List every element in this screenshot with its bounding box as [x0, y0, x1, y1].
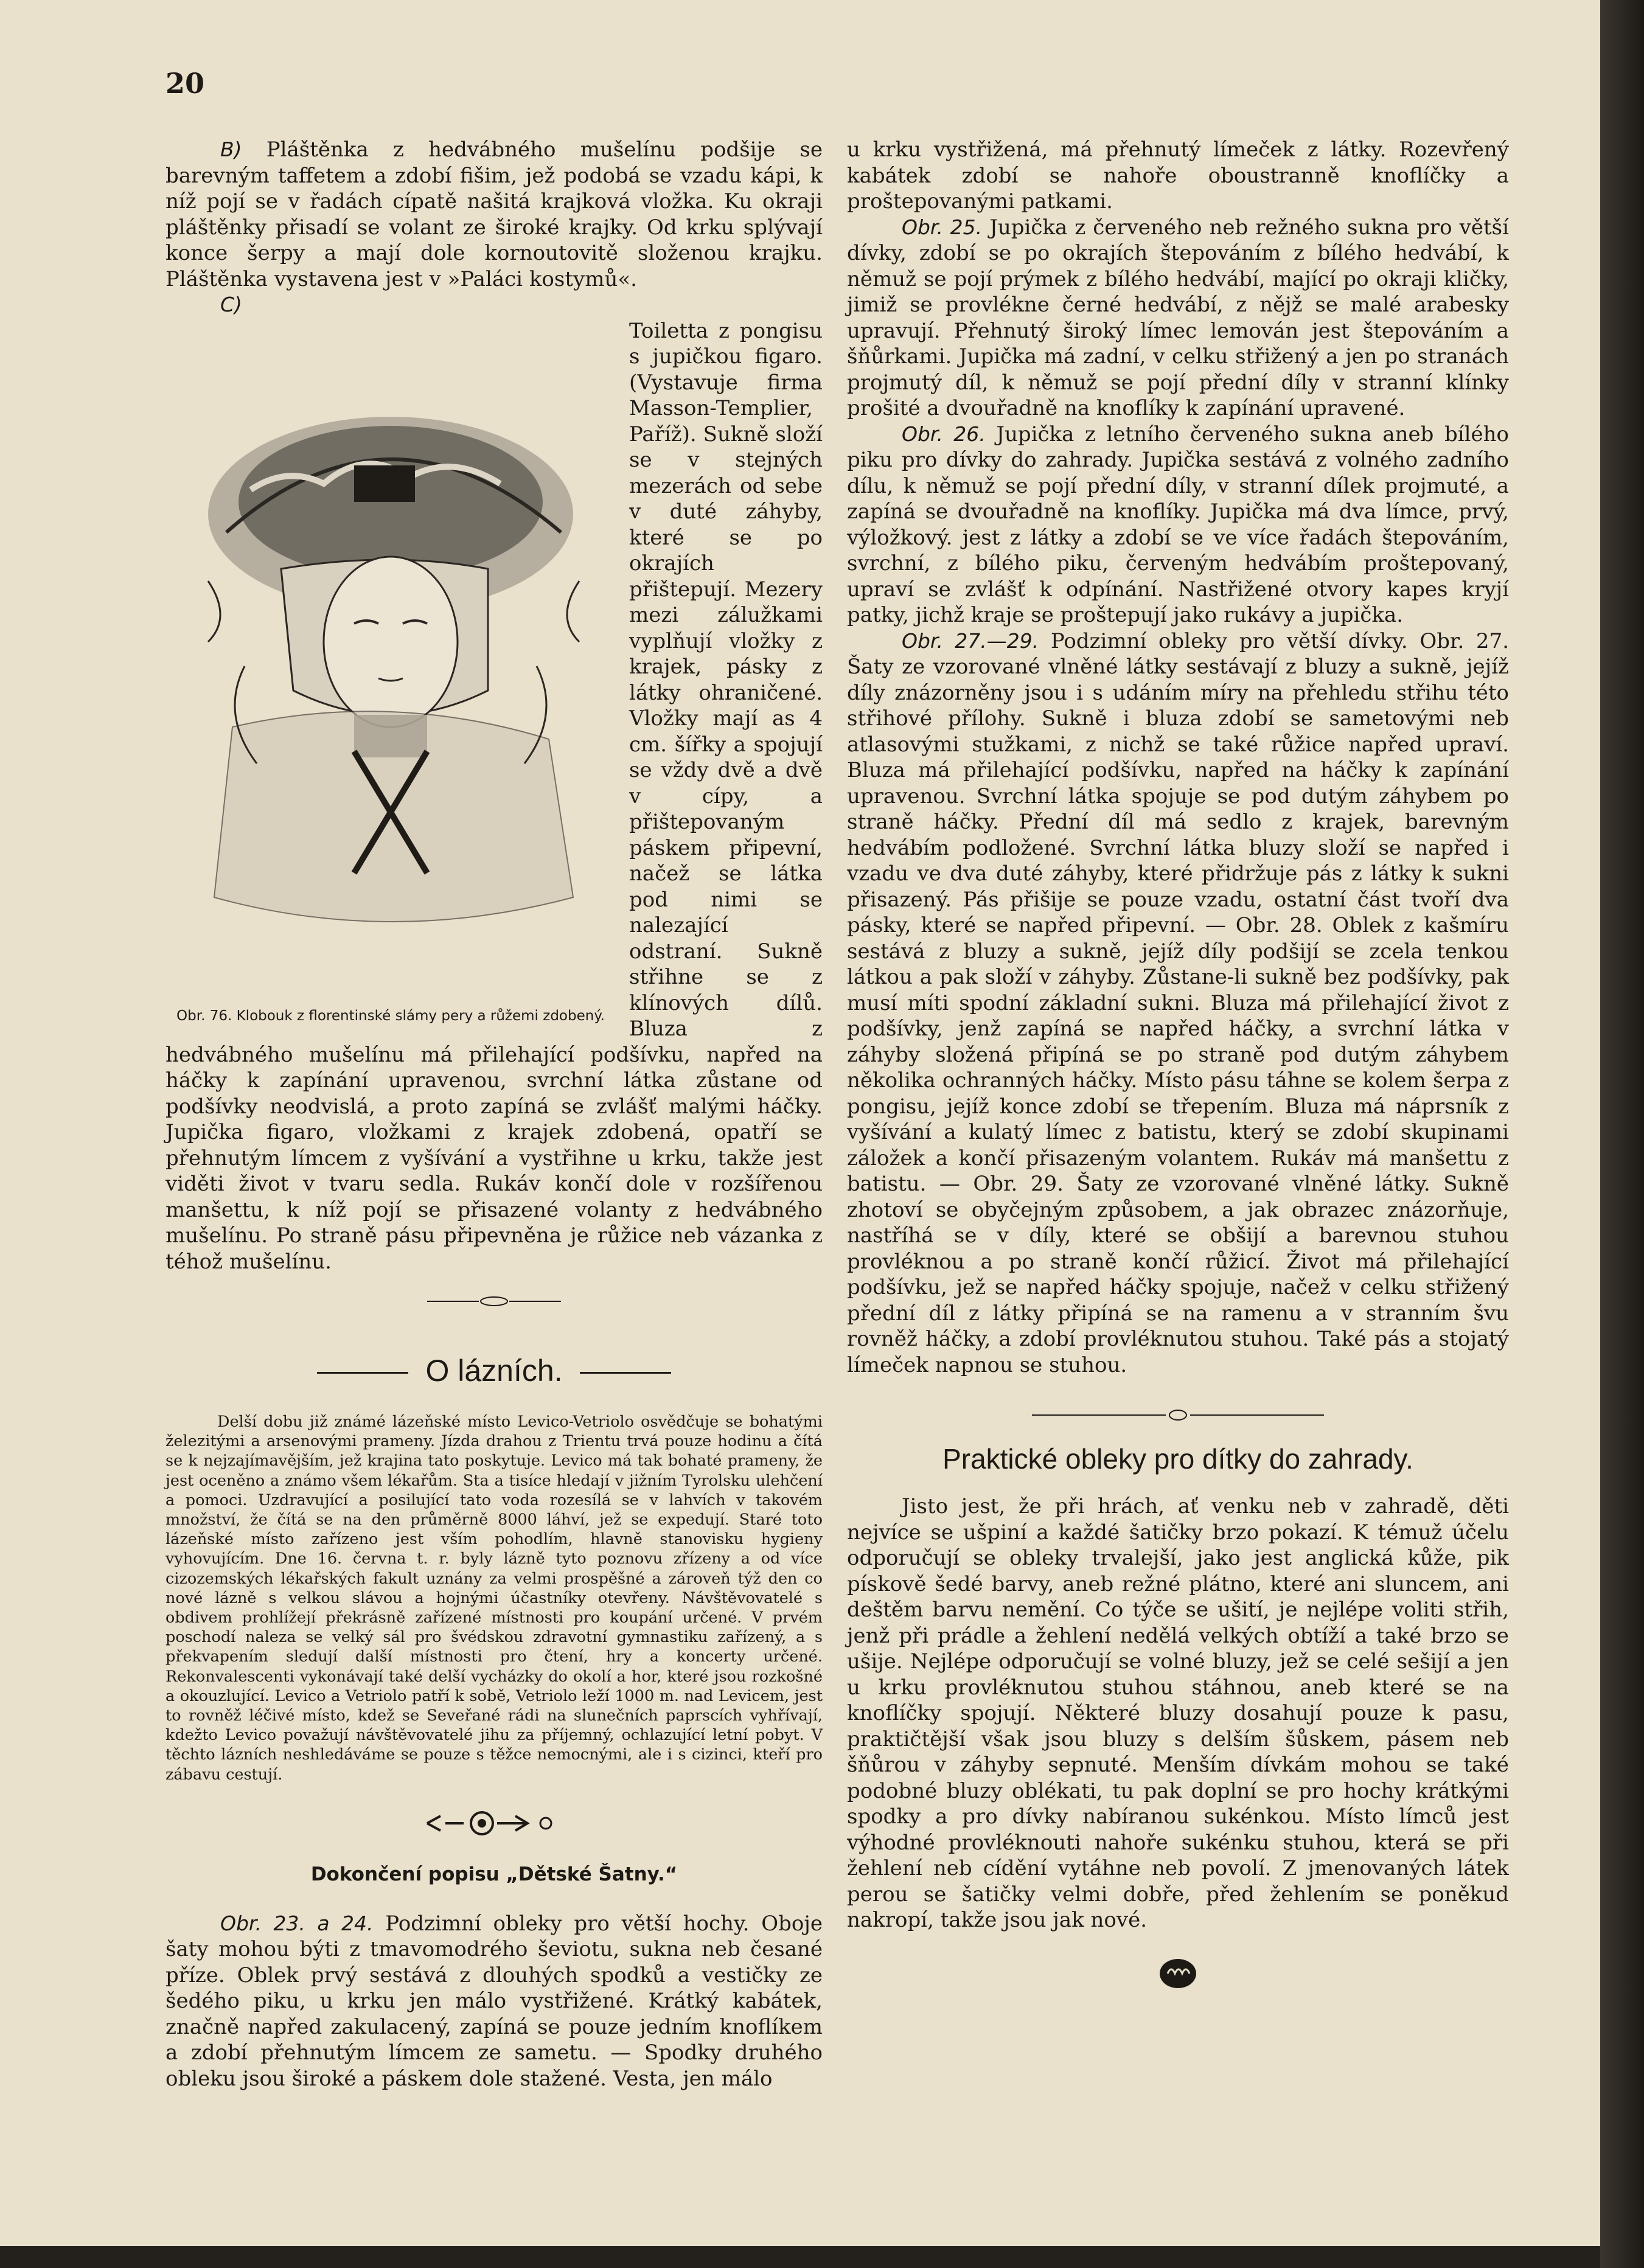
page-number: 20: [165, 67, 205, 100]
paragraph-b-text: Pláštěnka z hedvábného mušelínu podšije se barevným taffetem a zdobí fišim, jež podobá se vzadu kápi, k níž pojí se v řadách cípatě našitá krajková vložka. Ku okraji pláštěnky přisadí se volant ze široké krajky. Od krku splývají konce šerpy a mají dole kornoutovitě složenou krajku. Pláštěnka vystavena jest v »Paláci kostymů«.: [165, 137, 823, 291]
obr-23-text: Podzimní obleky pro větší hochy. Oboje šaty mohou býti z tmavomodrého ševiotu, sukna neb česané příze. Oblek prvý sestává z dlouhých spodků a vestičky ze šedého piku, u krku jen málo vystřižené. Krátký kabátek, značně napřed zakulacený, zapíná se pouze jedním knoflíkem a zdobí přehnutým límcem ze sametu. — Spodky druhého obleku jsou široké a páskem dole stažené. Vesta, jen málo: [165, 1911, 823, 2091]
book-edge: [1600, 0, 1644, 2268]
paragraph-c-label: C): [220, 293, 242, 316]
paragraph-b-label: B): [220, 137, 242, 161]
right-column: [847, 137, 1509, 1992]
title-rule-left: [317, 1372, 408, 1374]
scroll-ornament: [421, 1805, 567, 1842]
obr-27-label: Obr. 27.—29.: [902, 628, 1039, 653]
paragraph-obr-27: [847, 628, 1509, 1379]
paragraph-c: [165, 292, 823, 318]
left-column: [165, 137, 823, 2092]
divider-ornament: [427, 1293, 561, 1310]
hat-figure: [165, 318, 616, 1042]
paragraph-obr-26: [847, 422, 1509, 628]
obr-25-label: Obr. 25.: [902, 215, 983, 239]
rule-ornament: [1032, 1407, 1324, 1423]
obr-26-text: Jupička z letního červeného sukna aneb bílého piku pro dívky do zahrady. Jupička sestává z volného zadního dílu, k němuž se pojí přední díly, v stranní dílek projmuté, a zapíná se dvouřadně na knoflíky. Jupička má dva límce, prvý, výložkový. jest z látky a zdobí se ve více řadách štepováním, svrchní, z bílého piku, červeným hedvábím proštepovaný, upraví se zvlášť k odpínání. Nastřižené otvory kapes kryjí patky, jichž kraje se proštepují jako rukávy a jupička.: [847, 422, 1510, 627]
garden-text: Jisto jest, že při hrách, ať venku neb v zahradě, děti nejvíce se ušpiní a každé šatičky brzo pokazí. K témuž účelu odporučují se obleky trvalejší, jako jest anglická kůže, pik pískově šedé barvy, aneb režné plátno, které ani sluncem, ani deštěm barvu nemění. Co týče se ušití, je nejlépe voliti střih, jenž při prádle a žehlení nedělá velkých obtíží a také brzo se ušije. Nejlépe odporučují se volné bluzy, jež se celé sešijí a jen u krku provléknutou stuhou stáhnou, aneb které se na knoflíčky spojují. Některé bluzy dosahují pouze k pasu, praktičtější však jsou bluzy s delším šůskem, pásem neb šňůrou v záhyby sepnuté. Menším dívkám mohou se také podobné bluzy oblékati, tu pak doplní se pro hochy krátkými spodky a pro dívky nabíranou sukénkou. Místo límců jest výhodné provléknouti nahoře sukénku stuhou, která se při žehlení neb cídění vytáhne neb povolí. Z jmenovaných látek perou se šatičky velmi dobře, před žehlením se poněkud nakropí, takže jsou jak nové.: [847, 1494, 1509, 1932]
end-ornament: [1157, 1955, 1199, 1992]
hat-illustration: [172, 350, 610, 1001]
title-rule-right: [580, 1372, 671, 1374]
figure-caption: Obr. 76. Klobouk z florentinské slámy pery a růžemi zdobený.: [176, 1007, 605, 1024]
paragraph-b: [165, 137, 823, 292]
paragraph-c-text: Toiletta z pongisu s jupičkou figaro. (Vystavuje firma Masson-Templier, Paříž). Sukně složí se v stejných mezerách od sebe v duté záhyby, které se po okrajích přištepují. Mezery mezi zálužkami vyplňují vložky z krajek, pásky z látky ohraničené. Vložky mají as 4 cm. šířky a spojují se vždy dvě a dvě v cípy, a přištepovaným páskem připevní, načež se látka pod nimi se nalezající odstraní. Sukně střihne se z klínových dílů. Bluza z hedvábného mušelínu má přilehající podšívku, napřed na háčky k zapínání upravenou, svrchní látka zůstane od podšívky neodvislá, a proto zapíná se zvlášť malými háčky. Jupička figaro, vložkami z krajek zdobená, opatří se přehnutým límcem z vyšívání a vystřihne u krku, takže jest viděti život v tvaru sedla. Rukáv končí dole v rozšířenou manšettu, k níž pojí se přisazené volanty z hedvábného mušelínu. Po straně pásu připevněna je růžice neb vázanka z téhož mušelínu.: [165, 318, 823, 1274]
continuation-text: u krku vystřižená, má přehnutý límeček z látky. Rozevřený kabátek zdobí se nahoře oboustranně knoflíčky a proštepovanými patkami.: [847, 137, 1509, 214]
children-heading: Dokončení popisu „Dětské Šatny.“: [310, 1863, 678, 1885]
paragraph-obr-23: [165, 1911, 823, 2092]
baths-heading: [165, 1352, 823, 1389]
obr-23-label: Obr. 23. a 24.: [220, 1911, 374, 1935]
garden-title: Praktické obleky pro dítky do zahrady.: [942, 1443, 1413, 1475]
obr-27-text: Podzimní obleky pro větší dívky. Obr. 27. Šaty ze vzorované vlněné látky sestávají z bluzy a sukně, jejíž díly znázorněny jsou i s udáním míry na přehledu střihu této střihové přílohy. Sukně i bluza zdobí se sametovými neb atlasovými stužkami, z nichž se také růžice napřed upraví. Bluza má přilehající podšívku, napřed na háčky k zapínání upravenou. Svrchní látka spojuje se pod dutým záhybem po straně háčky. Přední díl má sedlo z krajek, barevným hedvábím podložené. Svrchní látka bluzy složí se napřed i vzadu ve dva duté záhyby, které přidržuje pás z látky k sukni přisazený. Pás přišije se pouze vzadu, ostatní část tvoří dva pásky, které se napřed připevní. — Obr. 28. Oblek z kašmíru sestává z bluzy a sukně, jejíž díly podšijí se zcela tenkou látkou a pak složí v záhyby. Zůstane-li sukně bez podšívky, pak musí míti spodní základní sukni. Bluza má přilehající život z podšívky, jenž zapíná se napřed háčky, a svrchní látka v záhyby složená připíná se po straně pod dutým záhybem několika ochranných háčky. Místo pásu táhne se kolem šerpa z pongisu, jejíž konce zdobí se třepením. Bluza má náprsník z vyšívání a kulatý límec z batistu, který se zdobí skupinami záložek a končí přisazeným volantem. Rukáv má manšettu z batistu. — Obr. 29. Šaty ze vzorované vlněné látky. Sukně zhotoví se obyčejným způsobem, a jak obrazec znázorňuje, nastříhá se v díly, které se obšijí a barevnou stuhou provléknou a po straně končí růžicí. Život má přilehající podšívku, jež se napřed háčky spojuje, načež v celku střižený přední díl z látky připíná se na ramenu a v stranním švu rovněž háčky, a zdobí provléknutou stuhou. Také pás a stojatý límeček napnou se stuhou.: [847, 628, 1510, 1377]
baths-title: O lázních.: [425, 1354, 563, 1388]
paragraph-obr-25: [847, 215, 1509, 422]
baths-text: Delší dobu již známé lázeňské místo Levico-Vetriolo osvědčuje se bohatými železitými a arsenovými prameny. Jízda drahou z Trientu trvá pouze hodinu a čítá se k nejzajímavějším, jež krajina tato poskytuje. Levico má tak bohaté prameny, že jest oceněno a známo všem lékařům. Sta a tisíce hledají v jižním Tyrolsku ulehčení a pomoci. Uzdravující a posilující tato voda rozesílá se v lahvích v takovém množství, že čítá se na den průměrně 8000 láhví, jež se expedují. Staré toto lázeňské místo zařízeno jest vším pohodlím, hlavně stanovisku hygieny vyhovujícím. Dne 16. června t. r. byly lázně tyto poznovu zřízeny a od více cizozemských lékařských fakult uznány za velmi prospěšné a zároveň týž den co nové lázně s velkou slávou a hojnými účastníky otevřeny. Návštěvovatelé s obdivem prohlížejí překrásně zařízené místnosti pro koupání určené. V prvém poschodí naleza se velký sál pro švédskou zdravotní gymnastiku zařízený, a s překvapením sledují další místnosti pro čtení, hry a koncerty určené. Rekonvalescenti vykonávají také delší vycházky do okolí a hor, které jsou rozkošné a okouzlující. Levico a Vetriolo patří k sobě, Vetriolo leží 1000 m. nad Levicem, jest to rovněž léčivé místo, kdež se Seveřané rádi na slunečních paprscích vyhřívají, kdežto Levico považují návštěvovatelé jihu za příjemný, ochlazující letní pobyt. V těchto lázních neshledáváme se pouze s těžce nemocnými, ale i s cizinci, kteří pro zábavu cestují.: [165, 1413, 823, 1784]
baths-article: [165, 1412, 823, 1784]
obr-26-label: Obr. 26.: [902, 422, 986, 446]
obr-25-text: Jupička z červeného neb režného sukna pro větší dívky, zdobí se po okrajích štepováním z bílého hedvábí, k němuž se pojí prýmek z bílého hedvábí, mající po okraji kličky, jimiž se provlékne černé hedvábí, z nějž se malé arabesky upravují. Přehnutý široký límec lemován jest štepováním a šňůrkami. Jupička má zadní, v celku střižený a jen po stranách projmutý díl, k němuž se pojí přední díly v stranní klínky prošité a dvouřadně na knoflíky k zapínání upravené.: [847, 215, 1509, 420]
